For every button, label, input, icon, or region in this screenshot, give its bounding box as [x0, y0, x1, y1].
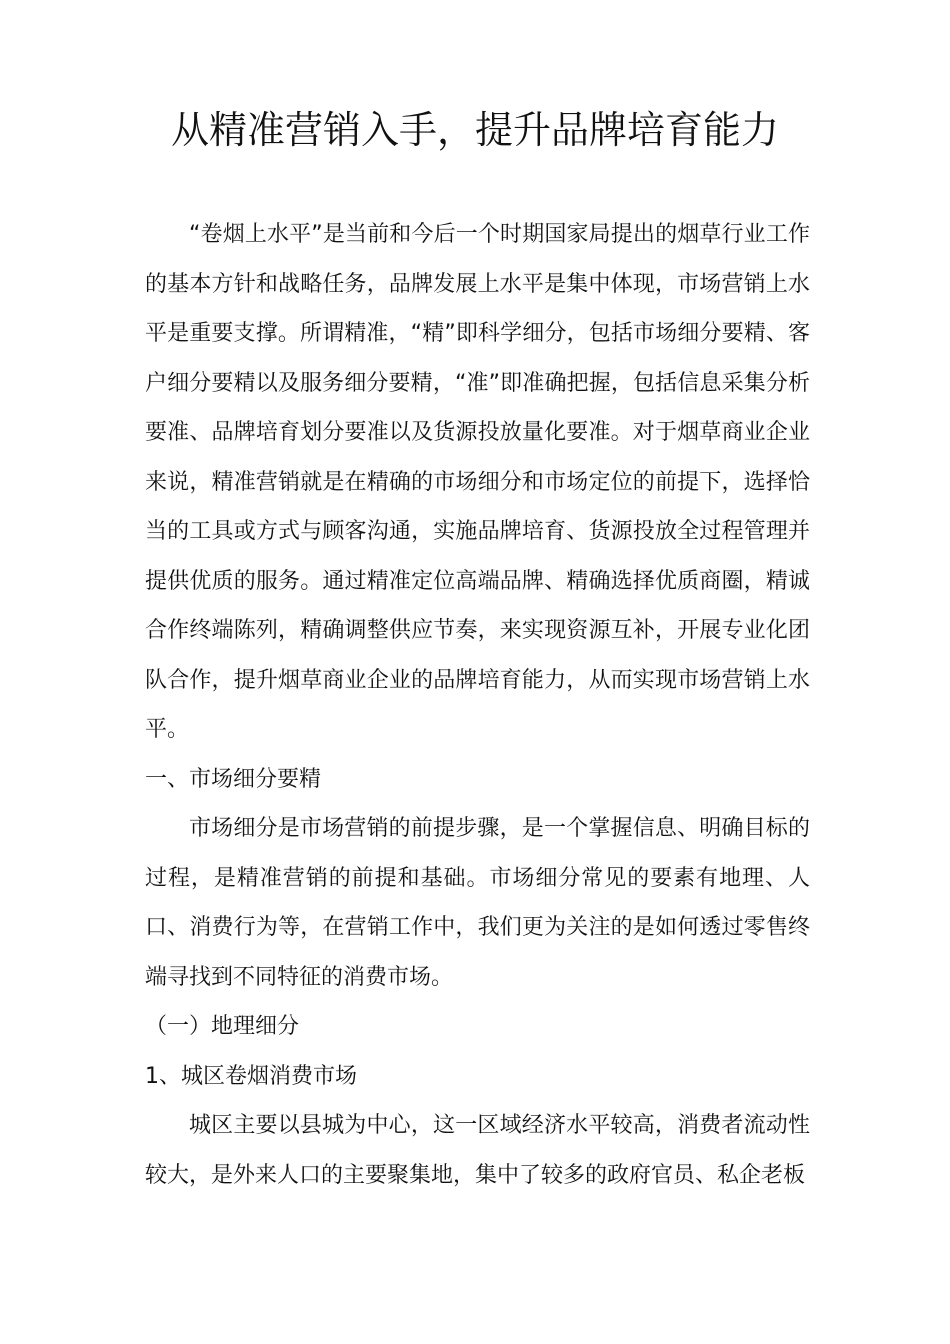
document-body [145, 210, 810, 1200]
section-paragraph-market-segmentation: 市场细分是市场营销的前提步骤，是一个掌握信息、明确目标的过程，是精准营销的前提和基础。市场细分常见的要素有地理、人口、消费行为等，在营销工作中，我们更为关注的是如何透过零售终端寻找到不同特征的消费市场。 [145, 816, 810, 990]
item-heading-urban-market: 1、城区卷烟消费市场 [145, 1063, 357, 1089]
section-heading-market-segmentation: 一、市场细分要精 [145, 766, 322, 792]
document-title: 从精准营销入手，提升品牌培育能力 [170, 108, 779, 152]
subsection-heading-geographic: （一）地理细分 [145, 1014, 300, 1039]
item-paragraph-urban-market: 城区主要以县城为中心，这一区域经济水平较高，消费者流动性较大，是外来人口的主要聚集地，集中了较多的政府官员、私企老板 [145, 1113, 810, 1188]
intro-paragraph: “卷烟上水平”是当前和今后一个时期国家局提出的烟草行业工作的基本方针和战略任务，品牌发展上水平是集中体现，市场营销上水平是重要支撑。所谓精准，“精”即科学细分，包括市场细分要精、客户细分要精以及服务细分要精，“准”即准确把握，包括信息采集分析要准、品牌培育划分要准以及货源投放量化要准。对于烟草商业企业来说，精准营销就是在精确的市场细分和市场定位的前提下，选择恰当的工具或方式与顾客沟通，实施品牌培育、货源投放全过程管理并提供优质的服务。通过精准定位高端品牌、精确选择优质商圈，精诚合作终端陈列，精确调整供应节奏，来实现资源互补，开展专业化团队合作，提升烟草商业企业的品牌培育能力，从而实现市场营销上水平。 [145, 222, 810, 742]
